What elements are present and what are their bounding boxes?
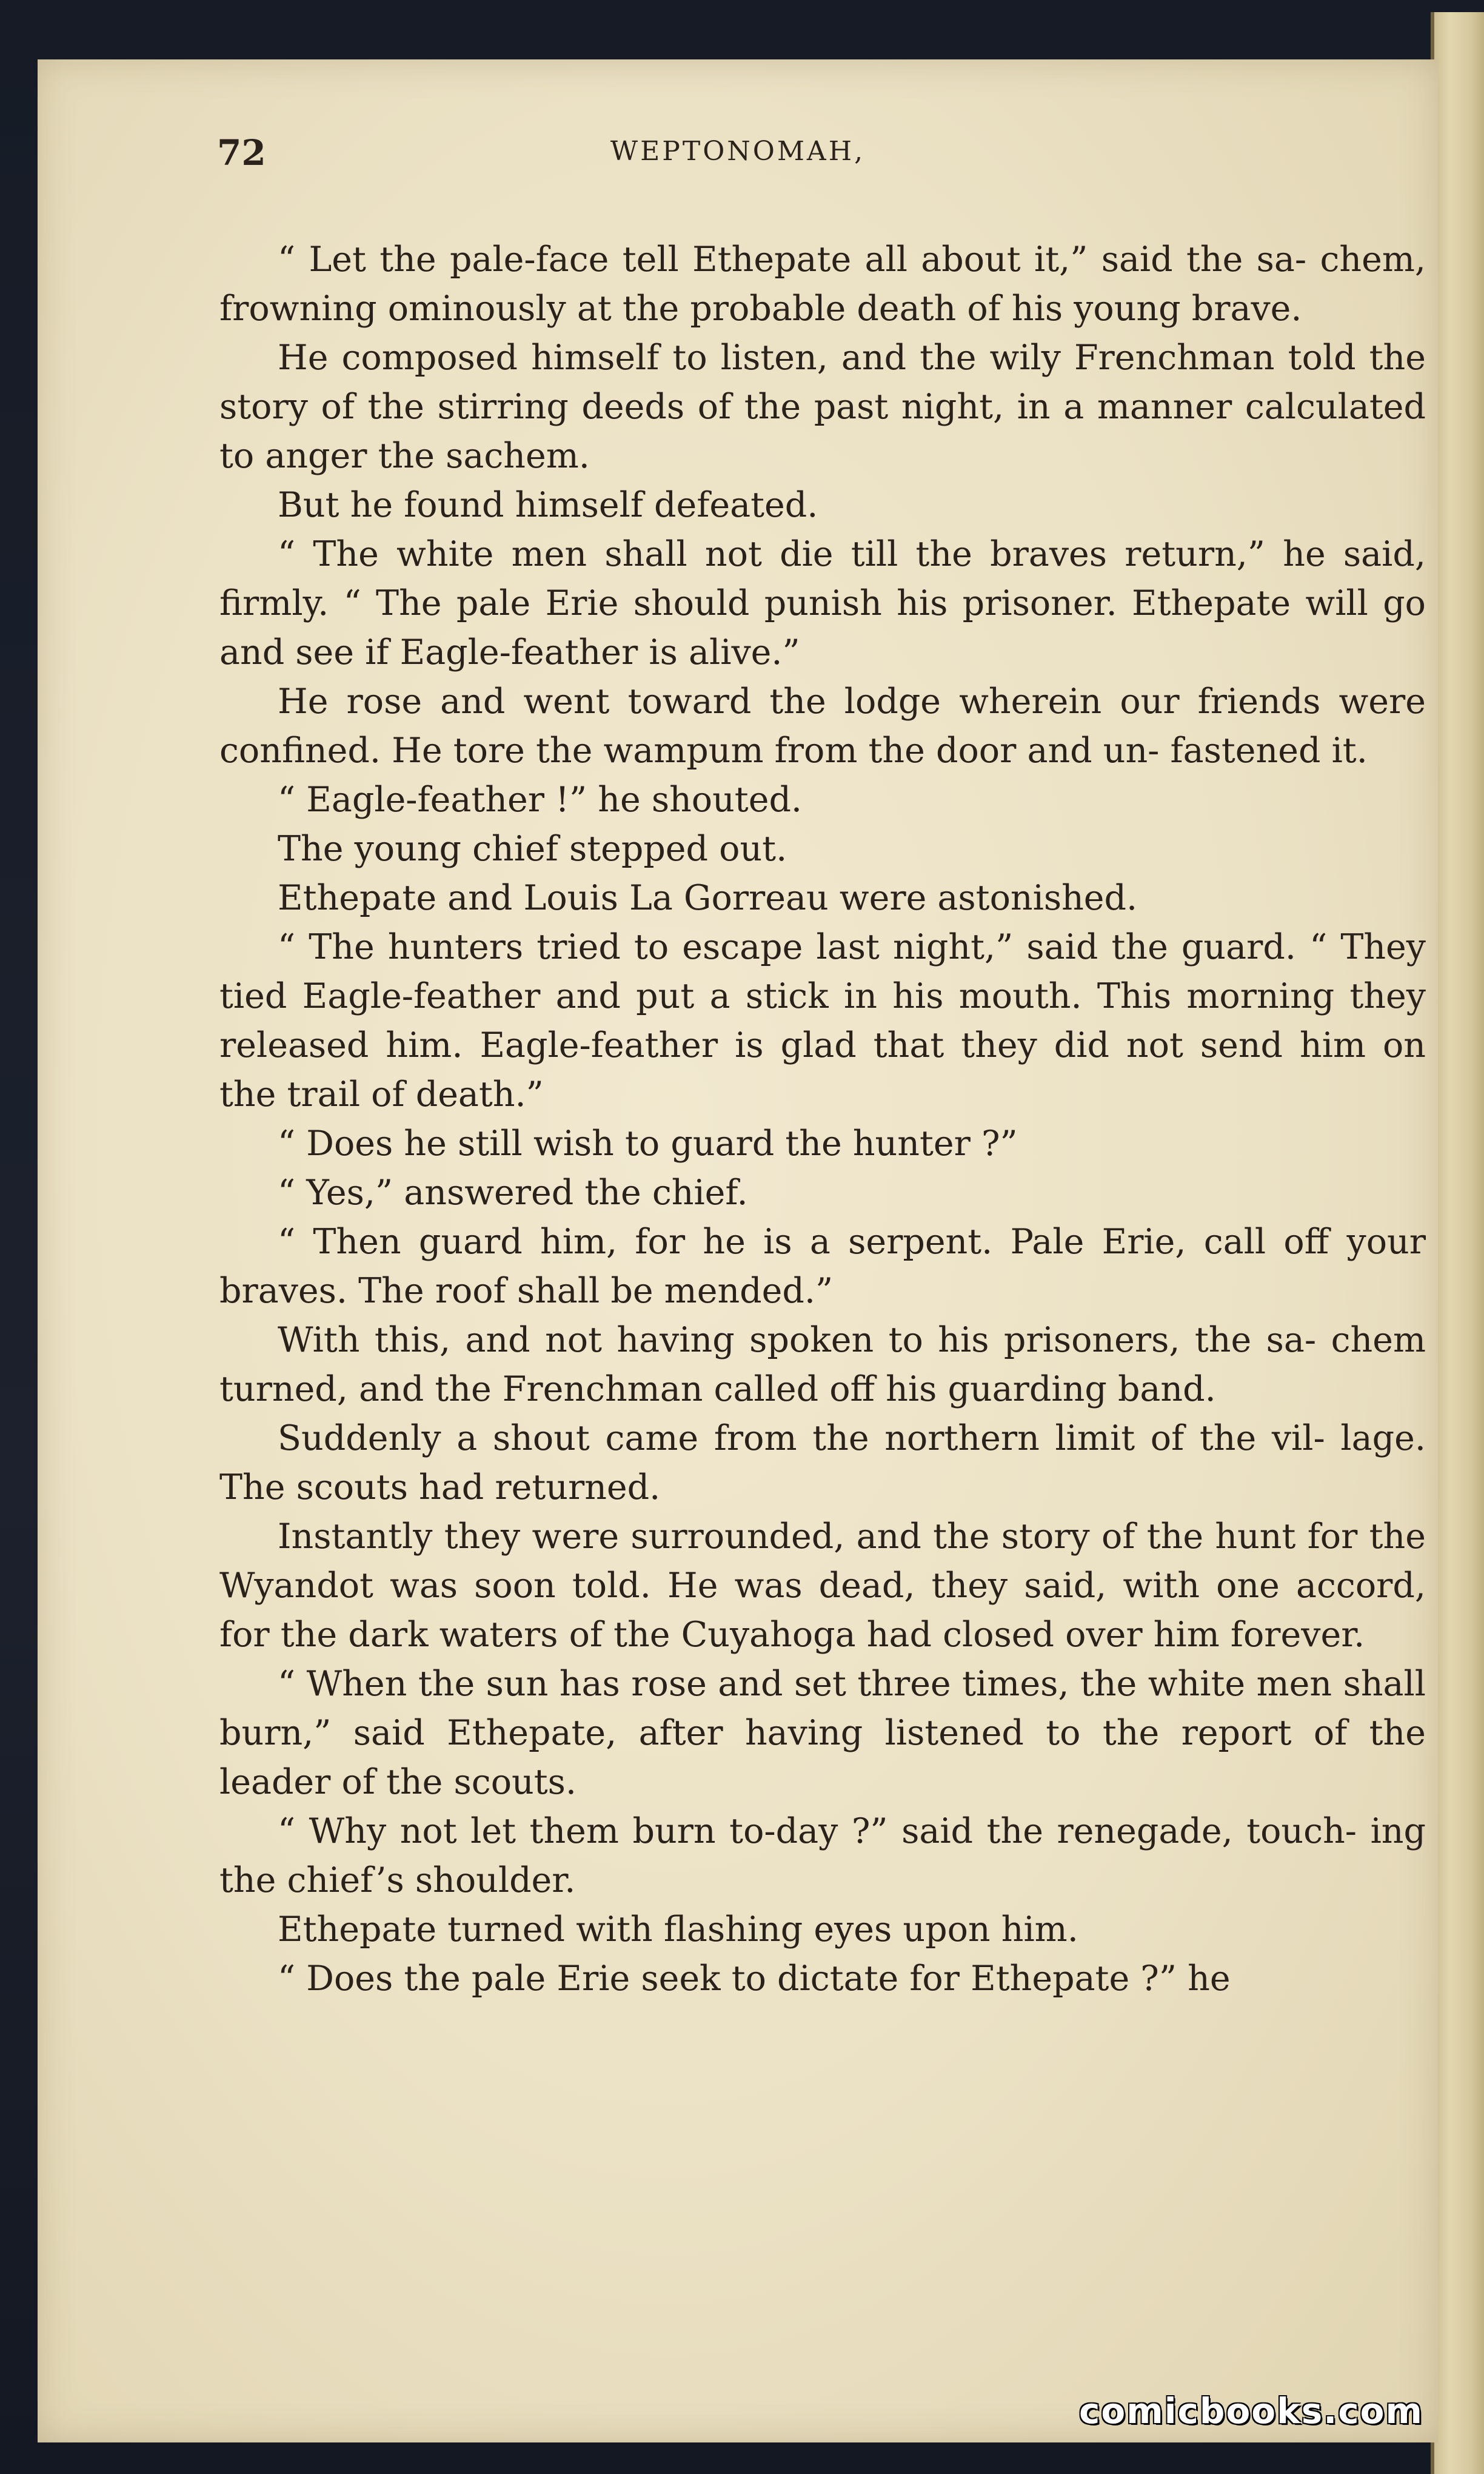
page-number: 72 <box>217 132 266 173</box>
paragraph: “ Eagle-feather !” he shouted. <box>278 780 803 820</box>
paragraph: “ When the sun has rose and set three times, the white men shall burn,” said Ethepate, after having listened to the report of the leader of the scouts. <box>219 1664 1426 1802</box>
paragraph: Instantly they were surrounded, and the story of the hunt for the Wyandot was soon told. He was dead, they said, with one accord, for the dark waters of the Cuyahoga had closed over him forever. <box>219 1517 1426 1655</box>
paragraph: “ Then guard him, for he is a serpent. Pale Erie, call off your braves. The roof shall be mended.” <box>219 1222 1426 1311</box>
paragraph: He composed himself to listen, and the wily Frenchman told the story of the stirring deeds of the past night, in a manner calculated to anger the sachem. <box>219 338 1426 476</box>
paragraph: “ Yes,” answered the chief. <box>278 1173 748 1213</box>
paragraph: “ Let the pale-face tell Ethepate all about it,” said the sa- chem, frowning ominously at the probable death of his young brave. <box>219 240 1426 329</box>
paragraph: “ Why not let them burn to-day ?” said the renegade, touch- ing the chief’s shoulder. <box>219 1811 1426 1900</box>
book-page <box>38 59 1438 2442</box>
paragraph: “ Does the pale Erie seek to dictate for Ethepate ?” he <box>278 1959 1231 1999</box>
running-head <box>38 132 1438 193</box>
watermark: comicbooks.com <box>1079 2390 1423 2432</box>
body-text <box>219 235 1426 2003</box>
paragraph: Suddenly a shout came from the northern limit of the vil- lage. The scouts had returned. <box>219 1418 1426 1507</box>
paragraph: With this, and not having spoken to his prisoners, the sa- chem turned, and the Frenchman called off his guarding band. <box>219 1320 1426 1409</box>
paragraph: “ Does he still wish to guard the hunter ?” <box>278 1124 1018 1164</box>
paragraph: The young chief stepped out. <box>278 829 787 869</box>
paragraph: But he found himself defeated. <box>278 485 818 525</box>
paragraph: Ethepate and Louis La Gorreau were astonished. <box>278 878 1138 918</box>
running-title: WEPTONOMAH, <box>610 136 866 167</box>
paragraph: Ethepate turned with flashing eyes upon him. <box>278 1909 1078 1949</box>
paragraph: “ The white men shall not die till the braves return,” he said, firmly. “ The pale Erie should punish his prisoner. Ethepate will go and see if Eagle-feather is alive.” <box>219 534 1426 672</box>
paragraph: He rose and went toward the lodge wherein our friends were confined. He tore the wampum from the door and un- fastened it. <box>219 682 1426 771</box>
paragraph: “ The hunters tried to escape last night,” said the guard. “ They tied Eagle-feather and put a stick in his mouth. This morning they released him. Eagle-feather is glad that they did not send him on the trail of death.” <box>219 927 1426 1115</box>
next-page-edge <box>1431 12 1484 2474</box>
